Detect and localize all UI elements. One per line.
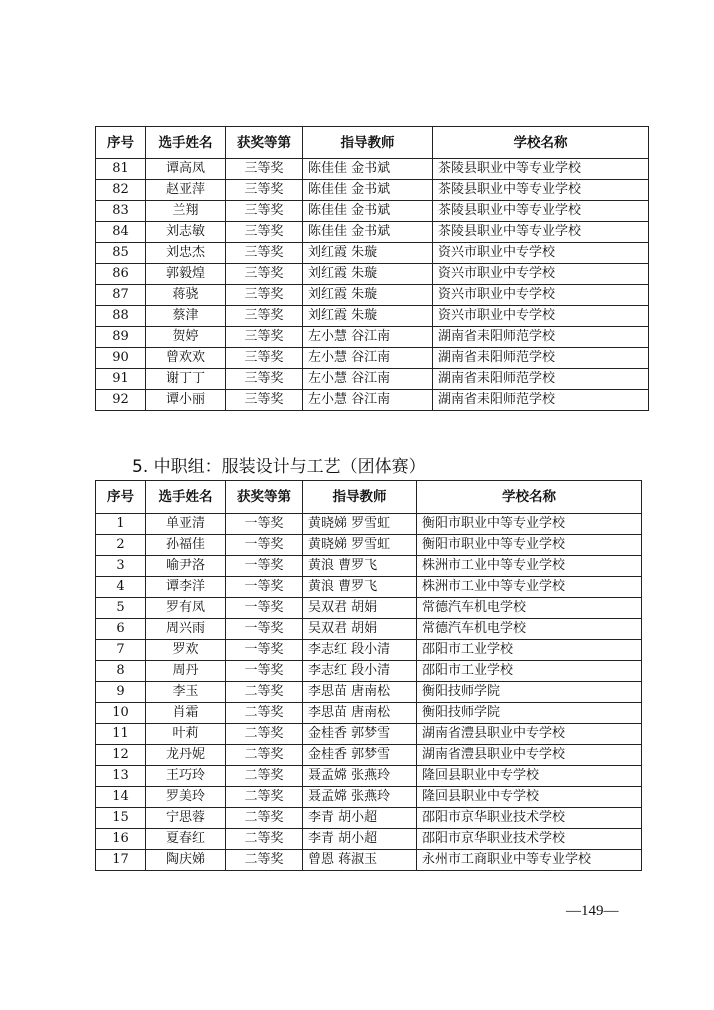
table-row <box>96 745 642 766</box>
cell-col-award: 一等奖 <box>226 556 303 577</box>
table-row <box>96 829 642 850</box>
cell-col-teachers: 聂孟嫦 张燕玲 <box>303 766 417 787</box>
cell-col-award: 一等奖 <box>226 577 303 598</box>
table-row <box>96 598 642 619</box>
cell-col-name: 谭小丽 <box>146 390 226 411</box>
table-header-row <box>96 127 649 159</box>
cell-col-teachers: 黄晓娣 罗雪虹 <box>303 514 417 535</box>
cell-col-name: 刘忠杰 <box>146 243 226 264</box>
cell-col-name: 罗欢 <box>146 640 226 661</box>
cell-col-teachers: 黄浪 曹罗飞 <box>303 577 417 598</box>
table-row <box>96 808 642 829</box>
cell-col-school: 株洲市工业中等专业学校 <box>417 556 642 577</box>
cell-col-school: 邵阳市京华职业技术学校 <box>417 808 642 829</box>
cell-col-teachers: 左小慧 谷江南 <box>303 390 433 411</box>
cell-col-award: 二等奖 <box>226 766 303 787</box>
cell-col-teachers: 陈佳佳 金书斌 <box>303 222 433 243</box>
table-header-row <box>96 481 642 514</box>
cell-col-name: 夏春红 <box>146 829 226 850</box>
table-row <box>96 180 649 201</box>
cell-col-name: 宁思蓉 <box>146 808 226 829</box>
cell-col-index: 81 <box>96 159 146 180</box>
table-row <box>96 556 642 577</box>
cell-col-award: 三等奖 <box>226 201 303 222</box>
cell-col-teachers: 黄浪 曹罗飞 <box>303 556 417 577</box>
table-row <box>96 348 649 369</box>
cell-col-school: 湖南省耒阳师范学校 <box>433 390 649 411</box>
cell-col-name: 蔡津 <box>146 306 226 327</box>
cell-col-name: 周兴雨 <box>146 619 226 640</box>
table-row <box>96 285 649 306</box>
header-col-index: 序号 <box>96 127 146 159</box>
cell-col-name: 谭李洋 <box>146 577 226 598</box>
cell-col-index: 8 <box>96 661 146 682</box>
cell-col-award: 二等奖 <box>226 787 303 808</box>
cell-col-teachers: 李志红 段小清 <box>303 640 417 661</box>
cell-col-school: 湖南省耒阳师范学校 <box>433 348 649 369</box>
header-col-index: 序号 <box>96 481 146 514</box>
cell-col-name: 单亚清 <box>146 514 226 535</box>
cell-col-index: 12 <box>96 745 146 766</box>
cell-col-index: 16 <box>96 829 146 850</box>
cell-col-teachers: 左小慧 谷江南 <box>303 327 433 348</box>
cell-col-award: 一等奖 <box>226 619 303 640</box>
cell-col-award: 一等奖 <box>226 535 303 556</box>
cell-col-teachers: 左小慧 谷江南 <box>303 369 433 390</box>
cell-col-school: 隆回县职业中专学校 <box>417 787 642 808</box>
cell-col-award: 二等奖 <box>226 724 303 745</box>
cell-col-index: 2 <box>96 535 146 556</box>
cell-col-teachers: 陈佳佳 金书斌 <box>303 201 433 222</box>
cell-col-name: 谢丁丁 <box>146 369 226 390</box>
cell-col-school: 湖南省澧县职业中专学校 <box>417 724 642 745</box>
table-row <box>96 577 642 598</box>
cell-col-school: 衡阳市职业中等专业学校 <box>417 535 642 556</box>
cell-col-index: 1 <box>96 514 146 535</box>
table-row <box>96 724 642 745</box>
table-row <box>96 327 649 348</box>
cell-col-index: 9 <box>96 682 146 703</box>
cell-col-name: 赵亚萍 <box>146 180 226 201</box>
page-number: —149— <box>566 903 619 919</box>
table-row <box>96 243 649 264</box>
cell-col-index: 15 <box>96 808 146 829</box>
table-row <box>96 619 642 640</box>
cell-col-teachers: 李青 胡小超 <box>303 808 417 829</box>
cell-col-teachers: 陈佳佳 金书斌 <box>303 180 433 201</box>
cell-col-index: 4 <box>96 577 146 598</box>
cell-col-index: 88 <box>96 306 146 327</box>
cell-col-index: 10 <box>96 703 146 724</box>
cell-col-teachers: 金桂香 郭梦雪 <box>303 724 417 745</box>
cell-col-index: 86 <box>96 264 146 285</box>
cell-col-teachers: 聂孟嫦 张燕玲 <box>303 787 417 808</box>
cell-col-award: 二等奖 <box>226 703 303 724</box>
cell-col-award: 二等奖 <box>226 682 303 703</box>
cell-col-teachers: 吴双君 胡娟 <box>303 619 417 640</box>
header-col-award: 获奖等第 <box>226 481 303 514</box>
cell-col-index: 13 <box>96 766 146 787</box>
table-row <box>96 222 649 243</box>
cell-col-index: 89 <box>96 327 146 348</box>
table-row <box>96 703 642 724</box>
cell-col-award: 一等奖 <box>226 640 303 661</box>
awards-table-2 <box>95 480 642 871</box>
cell-col-award: 三等奖 <box>226 348 303 369</box>
cell-col-index: 7 <box>96 640 146 661</box>
cell-col-school: 常德汽车机电学校 <box>417 598 642 619</box>
cell-col-school: 衡阳市职业中等专业学校 <box>417 514 642 535</box>
cell-col-award: 三等奖 <box>226 243 303 264</box>
cell-col-school: 湖南省澧县职业中专学校 <box>417 745 642 766</box>
cell-col-teachers: 刘红霞 朱璇 <box>303 243 433 264</box>
cell-col-school: 邵阳市京华职业技术学校 <box>417 829 642 850</box>
cell-col-teachers: 李志红 段小清 <box>303 661 417 682</box>
cell-col-award: 二等奖 <box>226 808 303 829</box>
cell-col-award: 三等奖 <box>226 180 303 201</box>
header-col-school: 学校名称 <box>417 481 642 514</box>
cell-col-school: 永州市工商职业中等专业学校 <box>417 850 642 871</box>
header-col-name: 选手姓名 <box>146 127 226 159</box>
cell-col-teachers: 金桂香 郭梦雪 <box>303 745 417 766</box>
header-col-teachers: 指导教师 <box>303 127 433 159</box>
cell-col-school: 湖南省耒阳师范学校 <box>433 327 649 348</box>
cell-col-school: 茶陵县职业中等专业学校 <box>433 159 649 180</box>
cell-col-name: 王巧玲 <box>146 766 226 787</box>
cell-col-index: 5 <box>96 598 146 619</box>
cell-col-award: 二等奖 <box>226 850 303 871</box>
table-row <box>96 390 649 411</box>
cell-col-index: 17 <box>96 850 146 871</box>
cell-col-award: 三等奖 <box>226 369 303 390</box>
cell-col-name: 贺婷 <box>146 327 226 348</box>
cell-col-school: 常德汽车机电学校 <box>417 619 642 640</box>
cell-col-school: 隆回县职业中专学校 <box>417 766 642 787</box>
awards-table-1 <box>95 126 649 411</box>
cell-col-award: 一等奖 <box>226 514 303 535</box>
table-row <box>96 201 649 222</box>
cell-col-award: 二等奖 <box>226 829 303 850</box>
cell-col-award: 三等奖 <box>226 264 303 285</box>
table-row <box>96 661 642 682</box>
cell-col-index: 14 <box>96 787 146 808</box>
table-row <box>96 850 642 871</box>
header-col-award: 获奖等第 <box>226 127 303 159</box>
cell-col-teachers: 吴双君 胡娟 <box>303 598 417 619</box>
cell-col-school: 衡阳技师学院 <box>417 682 642 703</box>
cell-col-index: 82 <box>96 180 146 201</box>
cell-col-school: 茶陵县职业中等专业学校 <box>433 201 649 222</box>
cell-col-teachers: 刘红霞 朱璇 <box>303 306 433 327</box>
cell-col-award: 三等奖 <box>226 159 303 180</box>
cell-col-index: 85 <box>96 243 146 264</box>
cell-col-teachers: 李思苗 唐南松 <box>303 682 417 703</box>
table-row <box>96 787 642 808</box>
cell-col-award: 三等奖 <box>226 306 303 327</box>
cell-col-name: 龙丹妮 <box>146 745 226 766</box>
cell-col-index: 90 <box>96 348 146 369</box>
cell-col-award: 三等奖 <box>226 327 303 348</box>
cell-col-teachers: 刘红霞 朱璇 <box>303 285 433 306</box>
cell-col-teachers: 陈佳佳 金书斌 <box>303 159 433 180</box>
cell-col-name: 罗有凤 <box>146 598 226 619</box>
cell-col-school: 株洲市工业中等专业学校 <box>417 577 642 598</box>
cell-col-school: 湖南省耒阳师范学校 <box>433 369 649 390</box>
cell-col-index: 91 <box>96 369 146 390</box>
cell-col-school: 资兴市职业中专学校 <box>433 264 649 285</box>
cell-col-school: 衡阳技师学院 <box>417 703 642 724</box>
cell-col-name: 李玉 <box>146 682 226 703</box>
cell-col-index: 3 <box>96 556 146 577</box>
cell-col-index: 92 <box>96 390 146 411</box>
table-row <box>96 159 649 180</box>
cell-col-school: 茶陵县职业中等专业学校 <box>433 222 649 243</box>
cell-col-school: 资兴市职业中专学校 <box>433 306 649 327</box>
cell-col-school: 资兴市职业中专学校 <box>433 243 649 264</box>
cell-col-index: 11 <box>96 724 146 745</box>
cell-col-index: 87 <box>96 285 146 306</box>
cell-col-name: 喻尹洛 <box>146 556 226 577</box>
header-col-teachers: 指导教师 <box>303 481 417 514</box>
cell-col-award: 三等奖 <box>226 222 303 243</box>
cell-col-name: 蒋骁 <box>146 285 226 306</box>
cell-col-teachers: 曾恩 蒋淑玉 <box>303 850 417 871</box>
cell-col-teachers: 李思苗 唐南松 <box>303 703 417 724</box>
cell-col-teachers: 李青 胡小超 <box>303 829 417 850</box>
table-row <box>96 640 642 661</box>
cell-col-name: 罗美玲 <box>146 787 226 808</box>
cell-col-name: 刘志敏 <box>146 222 226 243</box>
cell-col-name: 孙福佳 <box>146 535 226 556</box>
cell-col-name: 陶庆娣 <box>146 850 226 871</box>
header-col-school: 学校名称 <box>433 127 649 159</box>
cell-col-award: 三等奖 <box>226 390 303 411</box>
cell-col-name: 谭高凤 <box>146 159 226 180</box>
table-row <box>96 766 642 787</box>
cell-col-index: 84 <box>96 222 146 243</box>
table-row <box>96 682 642 703</box>
cell-col-name: 曾欢欢 <box>146 348 226 369</box>
cell-col-index: 83 <box>96 201 146 222</box>
cell-col-teachers: 黄晓娣 罗雪虹 <box>303 535 417 556</box>
table-row <box>96 306 649 327</box>
table-row <box>96 535 642 556</box>
cell-col-award: 一等奖 <box>226 661 303 682</box>
table-row <box>96 514 642 535</box>
table-row <box>96 264 649 285</box>
table-row <box>96 369 649 390</box>
cell-col-award: 一等奖 <box>226 598 303 619</box>
cell-col-teachers: 刘红霞 朱璇 <box>303 264 433 285</box>
cell-col-teachers: 左小慧 谷江南 <box>303 348 433 369</box>
cell-col-school: 资兴市职业中专学校 <box>433 285 649 306</box>
cell-col-award: 三等奖 <box>226 285 303 306</box>
cell-col-name: 周丹 <box>146 661 226 682</box>
cell-col-name: 叶莉 <box>146 724 226 745</box>
header-col-name: 选手姓名 <box>146 481 226 514</box>
cell-col-index: 6 <box>96 619 146 640</box>
cell-col-school: 茶陵县职业中等专业学校 <box>433 180 649 201</box>
cell-col-school: 邵阳市工业学校 <box>417 640 642 661</box>
cell-col-award: 二等奖 <box>226 745 303 766</box>
section-heading: 5. 中职组：服装设计与工艺（团体赛） <box>132 457 426 477</box>
cell-col-name: 兰翔 <box>146 201 226 222</box>
cell-col-school: 邵阳市工业学校 <box>417 661 642 682</box>
cell-col-name: 肖霜 <box>146 703 226 724</box>
cell-col-name: 郭毅煌 <box>146 264 226 285</box>
